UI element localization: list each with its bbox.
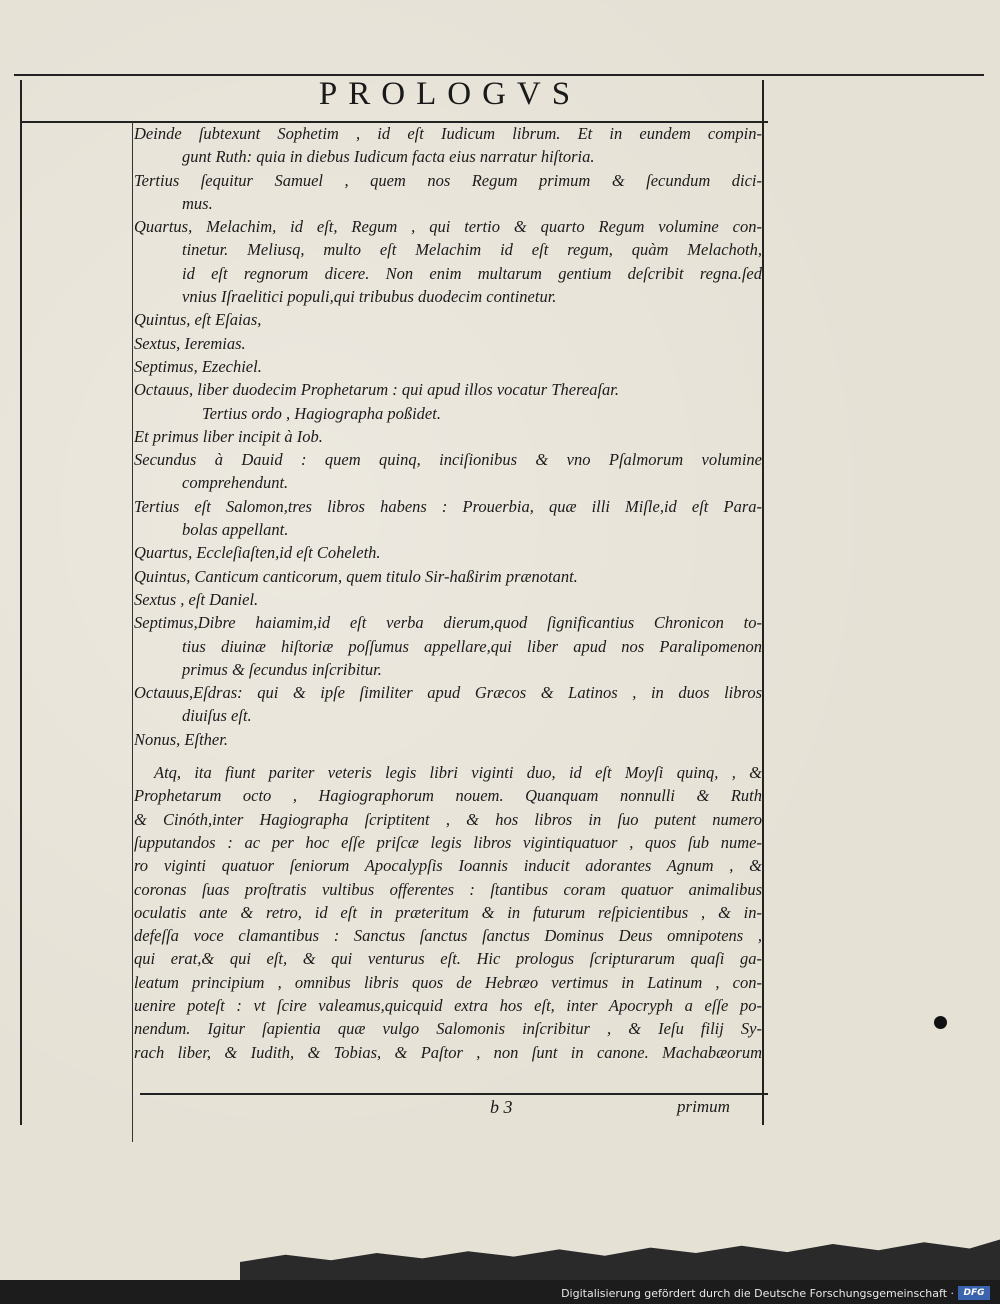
text-line: Sextus, Ieremias. bbox=[134, 333, 246, 353]
paragraph-line: & Cinóth,inter Hagiographa ſcriptitent , & hos libros in ſuo putent numero bbox=[134, 809, 762, 829]
text-line: Septimus,Dibre haiamim,id eſt verba dierum,quod ſignificantius Chronicon to- bbox=[134, 613, 762, 633]
text-line: mus. bbox=[182, 193, 213, 213]
paragraph-line: Prophetarum octo , Hagiographorum nouem. Quanquam nonnulli & Ruth bbox=[134, 786, 762, 806]
page-title: PROLOGVS bbox=[318, 76, 582, 112]
text-line: diuiſus eſt. bbox=[182, 706, 252, 726]
text-line: gunt Ruth: quia in diebus Iudicum facta eius narratur hiſtoria. bbox=[182, 147, 595, 167]
text-line: tinetur. Meliusq, multo eſt Melachim id eſt regum, quàm Melachoth, bbox=[182, 240, 762, 260]
text-line: Septimus, Ezechiel. bbox=[134, 356, 262, 376]
text-line: Nonus, Eſther. bbox=[134, 729, 228, 749]
ink-dot bbox=[934, 1016, 947, 1029]
paragraph-line: uenire poteſt : vt ſcire valeamus,quicquid extra hos eſt, inter Apocryph a eſſe po- bbox=[134, 995, 762, 1015]
text-line: Octauus,Eſdras: qui & ipſe ſimiliter apud Græcos & Latinos , in duos libros bbox=[134, 683, 762, 703]
frame-rule-right bbox=[762, 80, 764, 1125]
text-line: Quintus, Canticum canticorum, quem titulo Sir-haßirim prænotant. bbox=[134, 566, 578, 586]
text-line: Et primus liber incipit à Iob. bbox=[134, 426, 323, 446]
text-line: Octauus, liber duodecim Prophetarum : qui apud illos vocatur Thereaſar. bbox=[134, 380, 620, 400]
paragraph-line: defeſſa voce clamantibus : Sanctus ſanctus ſanctus Dominus Deus omnipotens , bbox=[134, 926, 762, 946]
text-line: Sextus , eſt Daniel. bbox=[134, 589, 259, 609]
text-line: vnius Iſraelitici populi,qui tribubus duodecim continetur. bbox=[182, 287, 557, 307]
text-line: bolas appellant. bbox=[182, 520, 289, 540]
paragraph-line: ſupputandos : ac per hoc eſſe priſcæ legis libros vigintiquatuor , quos ſub nume- bbox=[134, 832, 762, 852]
paragraph-line: coronas ſuas proſtratis vultibus offerentes : ſtantibus coram quatuor animalibus bbox=[134, 879, 762, 899]
dfg-logo-icon: DFG bbox=[958, 1286, 990, 1300]
text-line: Quintus, eſt Eſaias, bbox=[134, 310, 262, 330]
paragraph-line: rach liber, & Iudith, & Tobias, & Paſtor , non ſunt in canone. Machabæorum bbox=[134, 1042, 762, 1062]
text-line: comprehendunt. bbox=[182, 473, 289, 493]
paragraph-line: oculatis ante & retro, id eſt in præteritum & in futurum reſpicientibus , & in- bbox=[134, 902, 762, 922]
signature-mark: b 3 bbox=[490, 1097, 513, 1117]
frame-rule-left bbox=[20, 80, 22, 1125]
text-line: Tertius eſt Salomon,tres libros habens : Prouerbia, quæ illi Miſle,id eſt Para- bbox=[134, 496, 762, 516]
text-line: id eſt regnorum dicere. Non enim multarum gentium deſcribit regna.ſed bbox=[182, 263, 762, 283]
text-line: Deinde ſubtexunt Sophetim , id eſt Iudicum librum. Et in eundem compin- bbox=[134, 124, 762, 143]
paragraph-gap bbox=[134, 751, 762, 761]
paragraph-line: ro viginti quatuor ſeniorum Apocalypſis Ioannis inducit adorantes Agnum , & bbox=[134, 856, 762, 876]
catchword: primum bbox=[677, 1097, 730, 1116]
paragraph-line: leatum principium , omnibus libris quos de Hebræo vertimus in Latinum , con- bbox=[134, 972, 762, 992]
text-line: Secundus à Dauid : quem quinq, inciſionibus & vno Pſalmorum volumine bbox=[134, 450, 762, 470]
text-line: Tertius ordo , Hagiographa poßidet. bbox=[202, 403, 441, 423]
text-line: Quartus, Eccleſiaſten,id eſt Coheleth. bbox=[134, 543, 381, 563]
text-line: Quartus, Melachim, id eſt, Regum , qui tertio & quarto Regum volumine con- bbox=[134, 217, 762, 237]
frame-rule-bottom bbox=[140, 1093, 768, 1095]
paragraph-line: qui erat,& qui eſt, & qui venturus eſt. Hic prologus ſcripturarum quaſi ga- bbox=[134, 949, 762, 969]
digitization-credit: Digitalisierung gefördert durch die Deutsche Forschungsgemeinschaft · bbox=[561, 1287, 954, 1300]
text-line: primus & ſecundus inſcribitur. bbox=[182, 659, 382, 679]
paragraph-line: Atq, ita fiunt pariter veteris legis libri viginti duo, id eſt Moyſi quinq, , & bbox=[154, 763, 762, 783]
text-line: tius diuinæ hiſtoriæ poſſumus appellare,qui liber apud nos Paralipomenon bbox=[182, 636, 762, 656]
text-line: Tertius ſequitur Samuel , quem nos Regum primum & ſecundum dici- bbox=[134, 170, 762, 190]
paragraph-line: nendum. Igitur ſapientia quæ vulgo Salomonis inſcribitur , & Ieſu filij Sy- bbox=[134, 1019, 762, 1039]
frame-rule-margin bbox=[132, 122, 133, 1142]
text-block bbox=[134, 122, 762, 1064]
